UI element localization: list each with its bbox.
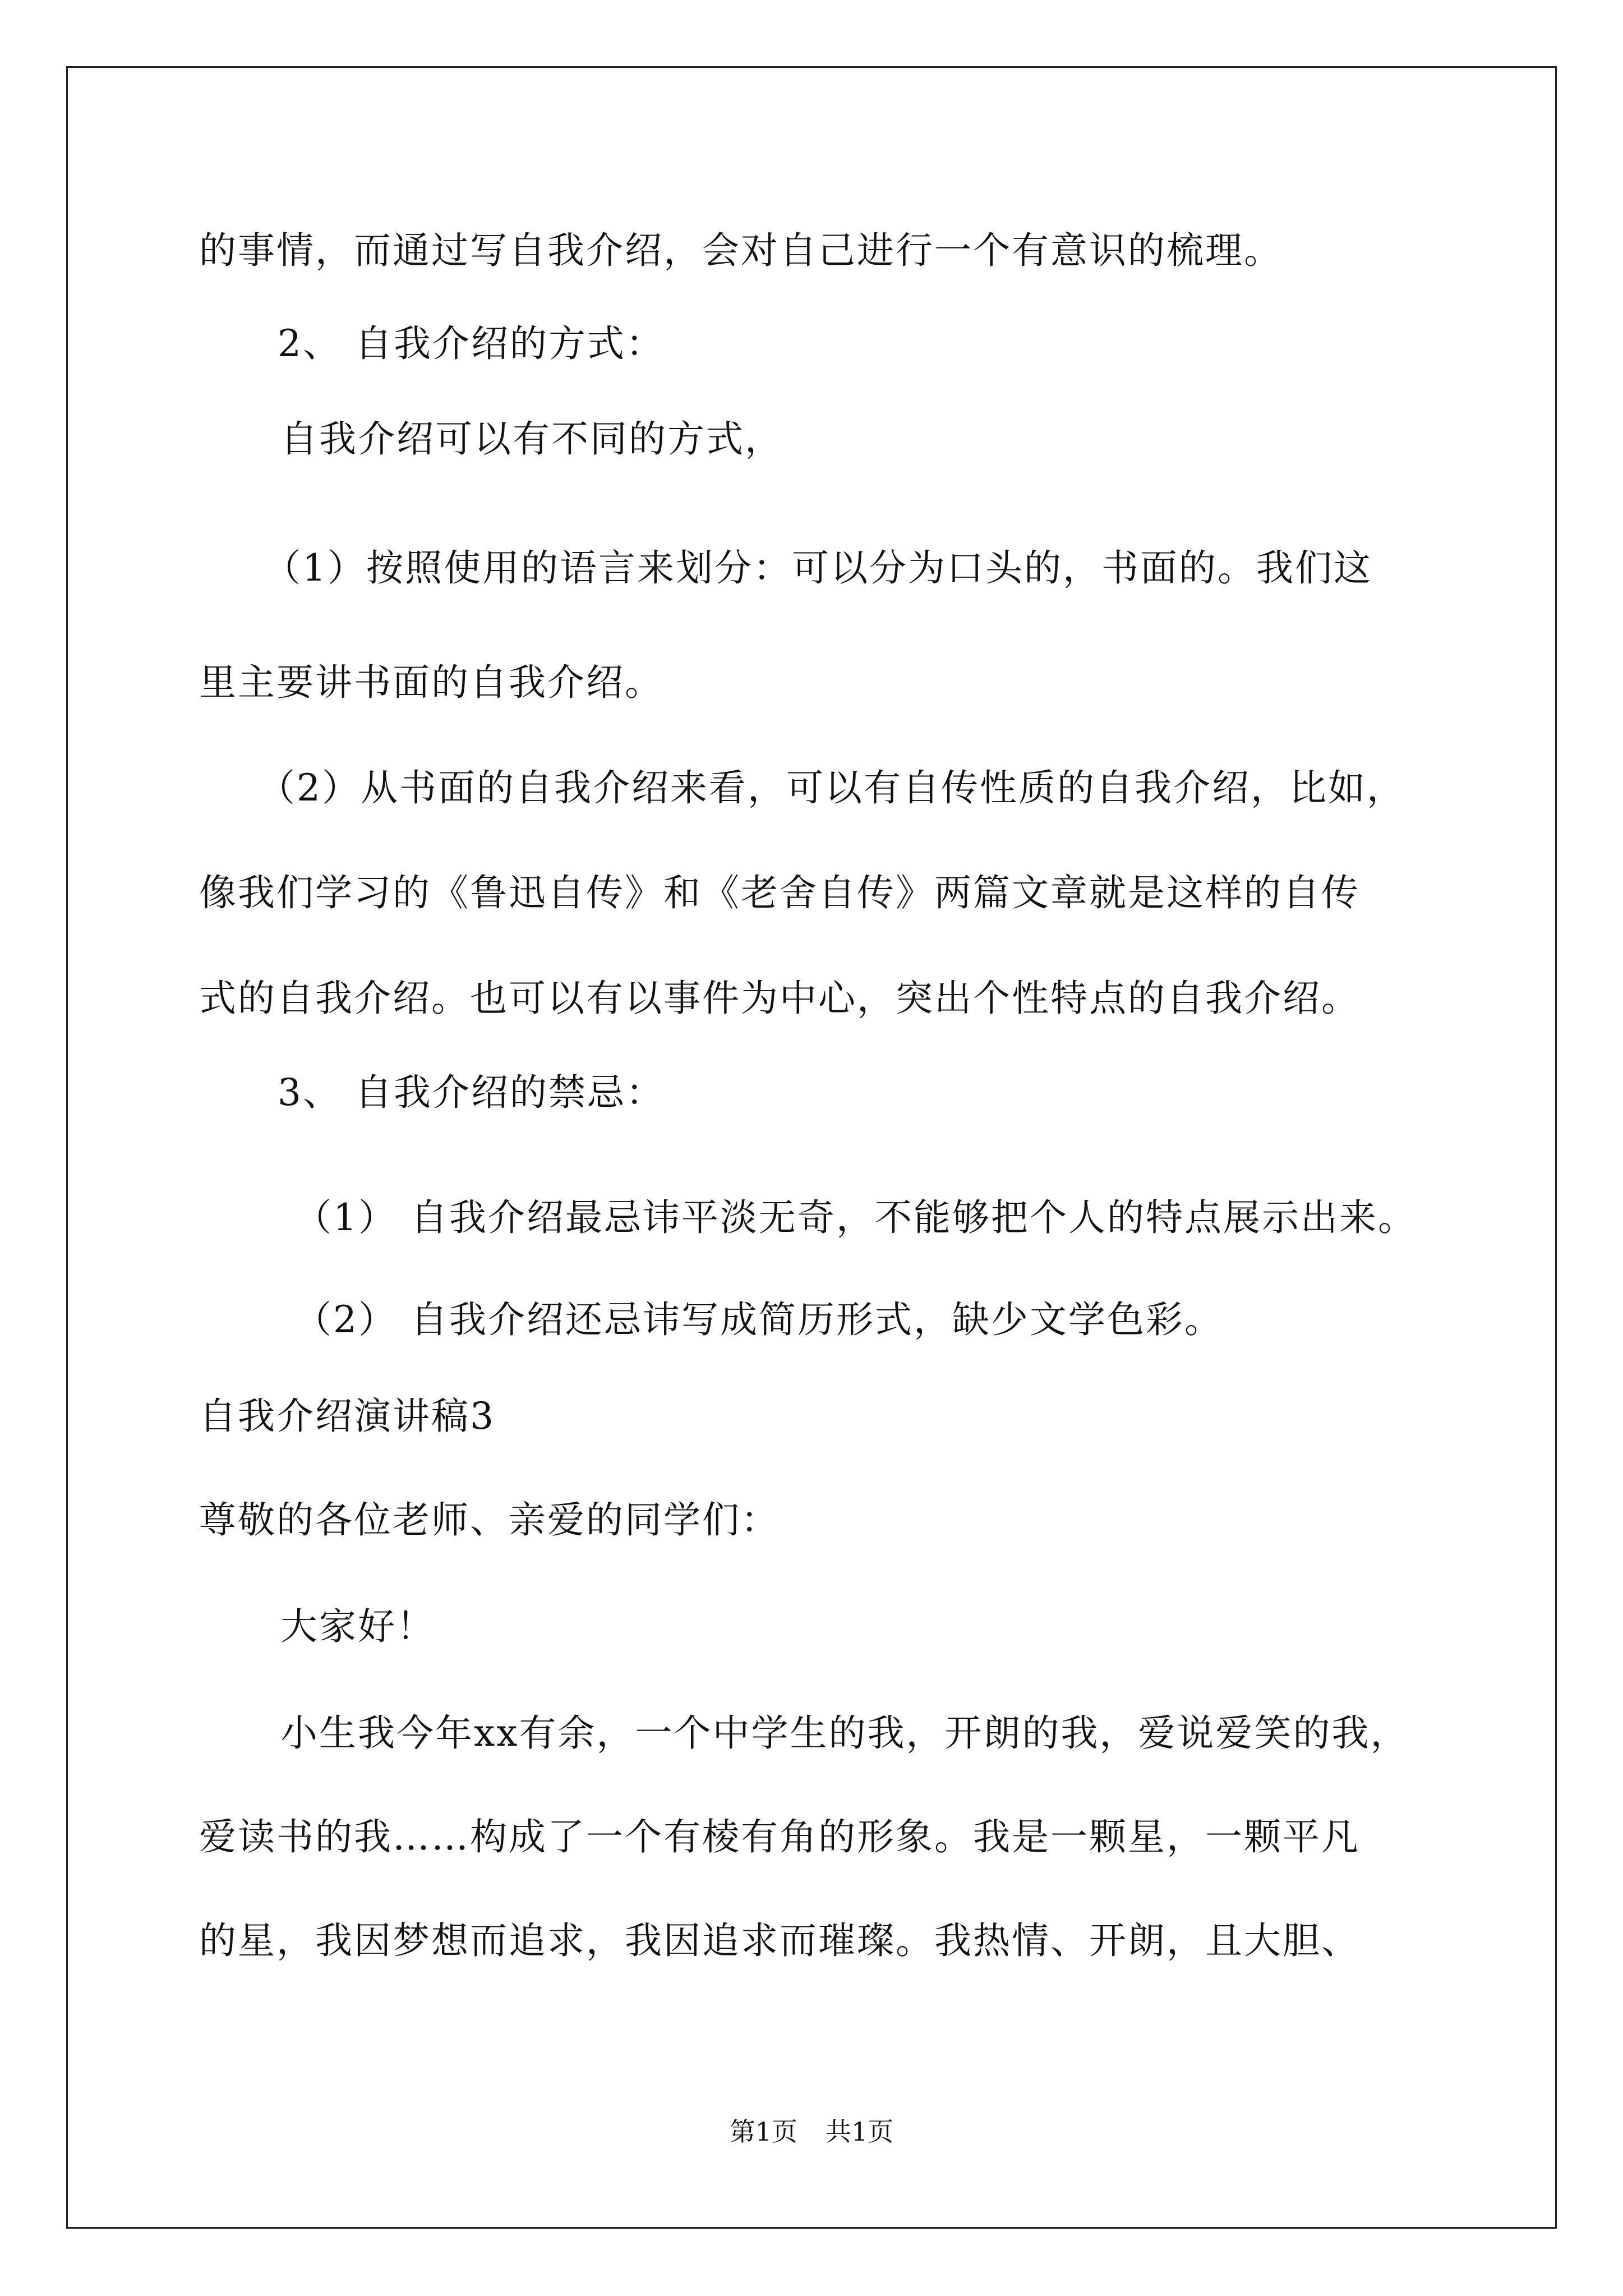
text-line: 的事情，而通过写自我介绍，会对自己进行一个有意识的梳理。 [199, 229, 1283, 272]
page-border [66, 66, 1557, 2229]
page-number-total: 共1页 [826, 2116, 894, 2147]
text-line: 自我介绍可以有不同的方式， [280, 417, 783, 461]
text-line: 爱读书的我……构成了一个有棱有角的形象。我是一颗星，一颗平凡 [199, 1815, 1360, 1858]
text-line: 像我们学习的《鲁迅自传》和《老舍自传》两篇文章就是这样的自传 [199, 871, 1360, 914]
text-line: 里主要讲书面的自我介绍。 [199, 661, 663, 704]
text-line: （2） 自我介绍还忌讳写成简历形式，缺少文学色彩。 [294, 1298, 1223, 1341]
text-line: （1） 自我介绍最忌讳平淡无奇，不能够把个人的特点展示出来。 [294, 1196, 1417, 1239]
page-footer [0, 2115, 1623, 2148]
text-line: 小生我今年xx有余，一个中学生的我，开朗的我，爱说爱笑的我， [280, 1711, 1409, 1755]
text-line: （2）从书面的自我介绍来看，可以有自传性质的自我介绍，比如， [258, 766, 1405, 809]
salutation: 尊敬的各位老师、亲爱的同学们： [199, 1498, 780, 1542]
section-heading: 3、 自我介绍的禁忌： [278, 1071, 665, 1114]
section-heading: 2、 自我介绍的方式： [278, 322, 665, 365]
page-number-current: 第1页 [729, 2116, 797, 2147]
text-line: 的星，我因梦想而追求，我因追求而璀璨。我热情、开朗，且大胆、 [199, 1919, 1360, 1962]
text-line: （1）按照使用的语言来划分：可以分为口头的，书面的。我们这 [264, 546, 1372, 590]
document-title: 自我介绍演讲稿3 [199, 1395, 495, 1438]
greeting: 大家好！ [280, 1605, 435, 1648]
text-line: 式的自我介绍。也可以有以事件为中心，突出个性特点的自我介绍。 [199, 977, 1360, 1020]
